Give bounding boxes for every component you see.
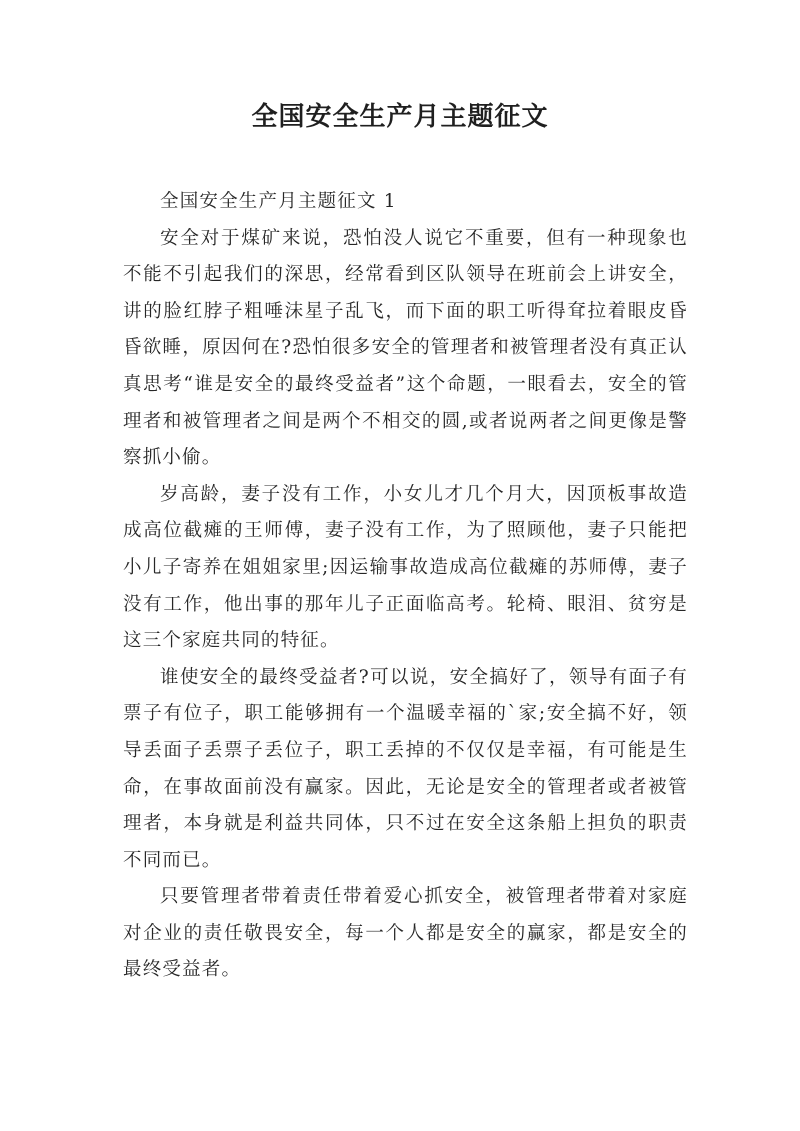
paragraph: 岁高龄，妻子没有工作，小女儿才几个月大，因顶板事故造成高位截瘫的王师傅，妻子没有工作，为了照顾他，妻子只能把小儿子寄养在姐姐家里;因运输事故造成高位截瘫的苏师傅，妻子没有工作，他出事的那年儿子正面临高考。轮椅、眼泪、贫穷是这三个家庭共同的特征。 xyxy=(123,483,688,652)
paragraph: 只要管理者带着责任带着爱心抓安全，被管理者带着对家庭对企业的责任敬畏安全，每一个人都是安全的赢家，都是安全的最终受益者。 xyxy=(123,886,688,981)
paragraph: 安全对于煤矿来说，恐怕没人说它不重要，但有一种现象也不能不引起我们的深思，经常看到区队领导在班前会上讲安全，讲的脸红脖子粗唾沫星子乱飞，而下面的职工听得耷拉着眼皮昏昏欲睡，原因何在?恐怕很多安全的管理者和被管理者没有真正认真思考“谁是安全的最终受益者”这个命题，一眼看去，安全的管理者和被管理者之间是两个不相交的圆,或者说两者之间更像是警察抓小偷。 xyxy=(123,227,688,469)
paragraph: 谁使安全的最终受益者?可以说，安全搞好了，领导有面子有票子有位子，职工能够拥有一个温暖幸福的`家;安全搞不好，领导丢面子丢票子丢位子，职工丢掉的不仅仅是幸福，有可能是生命，在事故面前没有赢家。因此，无论是安全的管理者或者被管理者，本身就是利益共同体，只不过在安全这条船上担负的职责不同而已。 xyxy=(123,666,688,871)
paragraph-subtitle: 全国安全生产月主题征文 1 xyxy=(160,191,397,212)
document-body xyxy=(123,184,688,989)
document-title: 全国安全生产月主题征文 xyxy=(251,102,549,132)
